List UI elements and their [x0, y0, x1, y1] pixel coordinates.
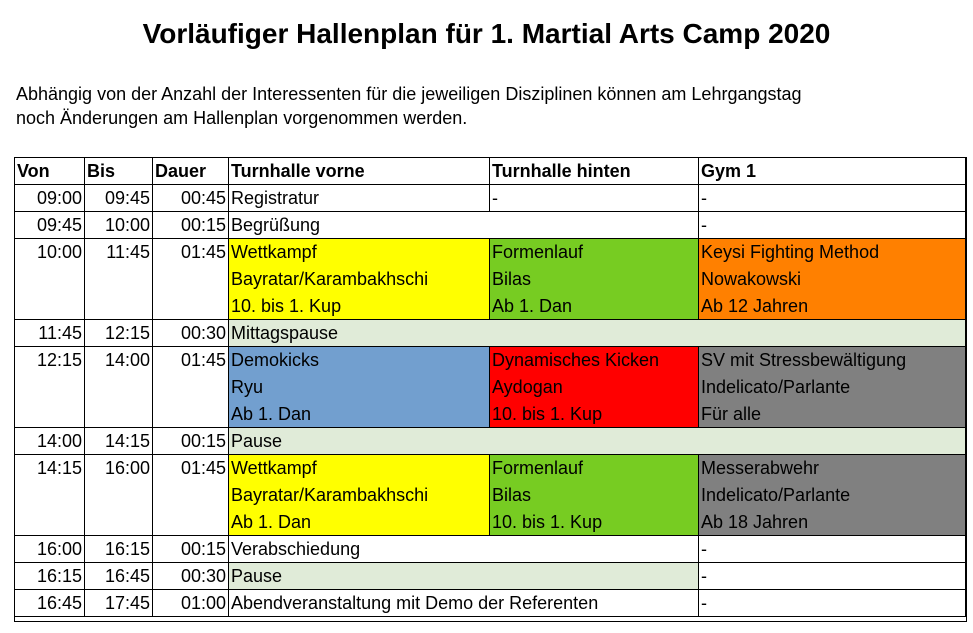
von-cell [15, 212, 85, 239]
von-value: 10:00 [36, 242, 82, 262]
von-value: 16:15 [36, 566, 82, 586]
activity-line: Indelicato/Parlante [701, 485, 851, 505]
activity-line: Ab 1. Dan [231, 512, 312, 532]
bis-cell [85, 320, 153, 347]
intro-line: Abhängig von der Anzahl der Interessenten für die jeweiligen Disziplinen können am Lehrgangstag [16, 84, 802, 104]
von-value: 09:45 [36, 215, 82, 235]
activity-line: Bilas [492, 269, 532, 289]
header-cell [699, 158, 966, 185]
dauer-value: 00:15 [180, 431, 226, 451]
page-title: Vorläufiger Hallenplan für 1. Martial Arts Camp 2020 [142, 18, 831, 49]
von-cell [15, 563, 85, 590]
dauer-value: 01:00 [180, 593, 226, 613]
activity-cell [699, 239, 966, 320]
activity-cell [490, 185, 699, 212]
activity-line: - [701, 566, 707, 586]
activity-line: Nowakowski [701, 269, 802, 289]
activity-line: - [701, 188, 707, 208]
activity-cell [229, 536, 699, 563]
activity-line: Bayratar/Karambakhschi [231, 485, 429, 505]
activity-line: Demokicks [231, 350, 320, 370]
dauer-cell [153, 590, 229, 617]
dauer-value: 01:45 [180, 242, 226, 262]
activity-cell [699, 347, 966, 428]
activity-line: Mittagspause [231, 323, 339, 343]
von-value: 14:00 [36, 431, 82, 451]
von-cell [15, 185, 85, 212]
activity-cell [229, 212, 699, 239]
activity-line: Registratur [231, 188, 320, 208]
activity-line: Aydogan [492, 377, 563, 397]
von-cell [15, 347, 85, 428]
dauer-cell [153, 185, 229, 212]
header-label: Turnhalle vorne [231, 161, 365, 181]
activity-line: - [701, 539, 707, 559]
header-label: Turnhalle hinten [492, 161, 631, 181]
von-cell [15, 536, 85, 563]
header-cell [490, 158, 699, 185]
activity-line: 10. bis 1. Kup [492, 512, 603, 532]
schedule-table [14, 157, 967, 622]
activity-cell [699, 212, 966, 239]
activity-cell [490, 455, 699, 536]
bis-cell [85, 455, 153, 536]
activity-line: Keysi Fighting Method [701, 242, 880, 262]
dauer-cell [153, 347, 229, 428]
bis-cell [85, 536, 153, 563]
dauer-cell [153, 239, 229, 320]
header-cell [85, 158, 153, 185]
von-value: 16:00 [36, 539, 82, 559]
von-cell [15, 428, 85, 455]
dauer-value: 00:45 [180, 188, 226, 208]
activity-cell [229, 563, 699, 590]
dauer-cell [153, 536, 229, 563]
bis-value: 16:45 [104, 566, 150, 586]
activity-line: Pause [231, 431, 283, 451]
activity-cell [229, 185, 490, 212]
activity-cell [229, 428, 966, 455]
bis-value: 14:00 [104, 350, 150, 370]
activity-line: Ab 1. Dan [492, 296, 573, 316]
activity-cell [490, 239, 699, 320]
dauer-cell [153, 320, 229, 347]
von-value: 16:45 [36, 593, 82, 613]
von-cell [15, 239, 85, 320]
dauer-value: 00:30 [180, 323, 226, 343]
activity-line: - [701, 215, 707, 235]
activity-cell [699, 455, 966, 536]
bis-cell [85, 428, 153, 455]
bis-cell [85, 239, 153, 320]
header-label: Von [17, 161, 50, 181]
activity-cell [699, 590, 966, 617]
bis-value: 16:15 [104, 539, 150, 559]
activity-line: - [701, 593, 707, 613]
bis-value: 14:15 [104, 431, 150, 451]
intro-text [16, 82, 966, 130]
von-cell [15, 590, 85, 617]
bis-value: 16:00 [104, 458, 150, 478]
von-value: 12:15 [36, 350, 82, 370]
activity-line: Bilas [492, 485, 532, 505]
activity-line: Bayratar/Karambakhschi [231, 269, 429, 289]
activity-line: Ryu [231, 377, 264, 397]
header-label: Dauer [155, 161, 207, 181]
activity-line: 10. bis 1. Kup [492, 404, 603, 424]
von-value: 11:45 [38, 323, 82, 343]
bis-cell [85, 590, 153, 617]
header-cell [153, 158, 229, 185]
activity-cell [229, 347, 490, 428]
activity-line: Formenlauf [492, 242, 584, 262]
dauer-cell [153, 455, 229, 536]
activity-line: 10. bis 1. Kup [231, 296, 342, 316]
activity-line: Formenlauf [492, 458, 584, 478]
header-label: Bis [87, 161, 116, 181]
activity-line: Abendveranstaltung mit Demo der Referenten [231, 593, 599, 613]
bis-value: 11:45 [106, 242, 150, 262]
von-cell [15, 455, 85, 536]
dauer-value: 00:15 [180, 539, 226, 559]
dauer-value: 00:15 [180, 215, 226, 235]
header-label: Gym 1 [701, 161, 757, 181]
bis-cell [85, 563, 153, 590]
bis-cell [85, 185, 153, 212]
activity-line: Ab 18 Jahren [701, 512, 809, 532]
von-value: 09:00 [36, 188, 82, 208]
activity-line: Ab 12 Jahren [701, 296, 809, 316]
activity-line: Indelicato/Parlante [701, 377, 851, 397]
activity-line: Pause [231, 566, 283, 586]
bis-cell [85, 212, 153, 239]
activity-line: Begrüßung [231, 215, 321, 235]
activity-line: - [492, 188, 498, 208]
bis-value: 10:00 [104, 215, 150, 235]
activity-cell [699, 536, 966, 563]
dauer-value: 01:45 [180, 350, 226, 370]
activity-line: Für alle [701, 404, 762, 424]
activity-cell [699, 185, 966, 212]
dauer-cell [153, 212, 229, 239]
dauer-cell [153, 428, 229, 455]
activity-cell [490, 347, 699, 428]
activity-line: Verabschiedung [231, 539, 361, 559]
activity-cell [229, 590, 699, 617]
dauer-value: 01:45 [180, 458, 226, 478]
header-cell [15, 158, 85, 185]
activity-line: Dynamisches Kicken [492, 350, 660, 370]
bis-value: 12:15 [104, 323, 150, 343]
activity-cell [229, 239, 490, 320]
intro-line: noch Änderungen am Hallenplan vorgenommen werden. [16, 108, 468, 128]
header-cell [229, 158, 490, 185]
activity-cell [699, 563, 966, 590]
activity-line: Ab 1. Dan [231, 404, 312, 424]
activity-line: SV mit Stressbewältigung [701, 350, 907, 370]
activity-line: Wettkampf [231, 458, 317, 478]
activity-cell [229, 455, 490, 536]
activity-line: Wettkampf [231, 242, 317, 262]
bis-value: 17:45 [104, 593, 150, 613]
dauer-cell [153, 563, 229, 590]
activity-line: Messerabwehr [701, 458, 820, 478]
von-cell [15, 320, 85, 347]
bis-value: 09:45 [104, 188, 150, 208]
bis-cell [85, 347, 153, 428]
activity-cell [229, 320, 966, 347]
dauer-value: 00:30 [180, 566, 226, 586]
von-value: 14:15 [36, 458, 82, 478]
